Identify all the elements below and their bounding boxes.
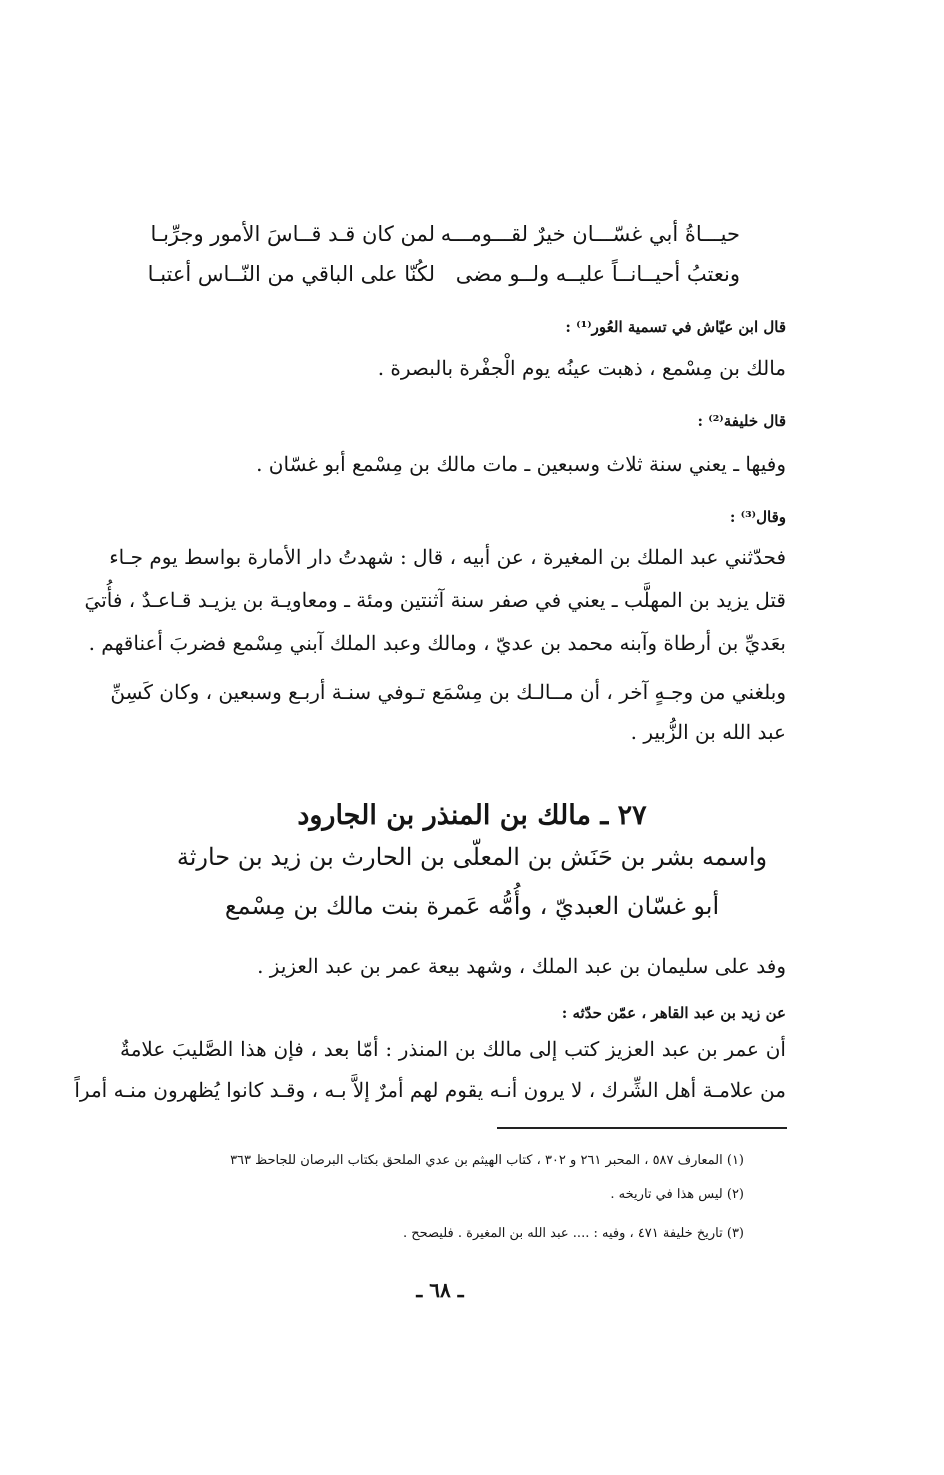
text-line: مالك بن مِسْمع ، ذهبت عينُه يوم الْجفْرة بالبصرة . [377, 356, 786, 380]
verse-hemistich: حيـــاةُ أبي غسّـــان خيرٌ لقـــومـــه [440, 222, 740, 246]
poem-verse-1 [150, 222, 740, 256]
poem-verse-2 [147, 262, 740, 296]
verse-hemistich: لمن كان قـد قــاسَ الأمور وجرِّبـا [150, 222, 435, 246]
narration-intro: عن زيد بن عبد القاهر ، عمّن حدّثه : [561, 1004, 786, 1022]
footnote: (٢) ليس هذا في تاريخه . [610, 1187, 744, 1202]
verse-hemistich: ونعتبُ أحيــانــاً عليــه ولــو مضى [455, 262, 740, 286]
footnote: (١) المعارف ٥٨٧ ، المحبر ٢٦١ و ٣٠٢ ، كتاب الهيثم بن عدي الملحق بكتاب البرصان للجاحظ ٣٦٣ [230, 1153, 744, 1168]
text-line: وفد على سليمان بن عبد الملك ، وشهد بيعة عمر بن عبد العزيز . [257, 954, 786, 978]
narration-intro: وقال⁽³⁾ : [729, 508, 786, 526]
narration-intro: قال خليفة⁽²⁾ : [697, 412, 786, 430]
narration-intro: قال ابن عيّاش في تسمية العُور⁽¹⁾ : [565, 318, 786, 336]
entry-title: ٢٧ ـ مالك بن المنذر بن الجارود [297, 800, 647, 831]
paragraph-line: فحدّثني عبد الملك بن المغيرة ، عن أبيه ، قال : شهدتُ دار الأمارة بواسط يوم جـاء [109, 545, 786, 569]
paragraph-line: أن عمر بن عبد العزيز كتب إلى مالك بن المنذر : أمّا بعد ، فإن هذا الصَّليبَ علامةٌ [120, 1037, 786, 1061]
page-number: ـ ٦٨ ـ [416, 1278, 464, 1302]
footnote-divider [497, 1127, 787, 1129]
paragraph-line: قتل يزيد بن المهلَّب ـ يعني في صفر سنة آثنتين ومئة ـ ومعاويـة بن يزيـد قـاعـدٌ ، فأُتيَ [84, 588, 786, 612]
paragraph-line: وبلغني من وجـهٍ آخر ، أن مــالـك بن مِسْمَع تـوفي سنـة أربـع وسبعين ، وكان كَسِنِّ [110, 680, 786, 704]
paragraph-line: عبد الله بن الزُّبير . [630, 720, 786, 744]
entry-subtitle: واسمه بشر بن حَنَش بن المعلّى بن الحارث بن زيد بن حارثة [176, 843, 768, 871]
text-line: وفيها ـ يعني سنة ثلاث وسبعين ـ مات مالك بن مِسْمع أبو غسّان . [256, 452, 786, 476]
footnote: (٣) تاريخ خليفة ٤٧١ ، وفيه : .... عبد الله بن المغيرة . فليصحح . [402, 1226, 744, 1241]
entry-subtitle: أبو غسّان العبديّ ، وأُمُّه عَمرة بنت مالك بن مِسْمع [224, 892, 720, 920]
verse-hemistich: لكُنّا على الباقي من النّــاس أعتبـا [147, 262, 435, 286]
paragraph-line: من علامـة أهل الشِّرك ، لا يرون أنـه يقوم لهم أمرٌ إلاَّ بـه ، وقـد كانوا يُظهرون منـه أمراً [74, 1078, 786, 1102]
paragraph-line: بعَديِّ بن أرطاة وآبنه محمد بن عديّ ، ومالك وعبد الملك آبني مِسْمع فضربَ أعناقهم . [88, 631, 786, 655]
